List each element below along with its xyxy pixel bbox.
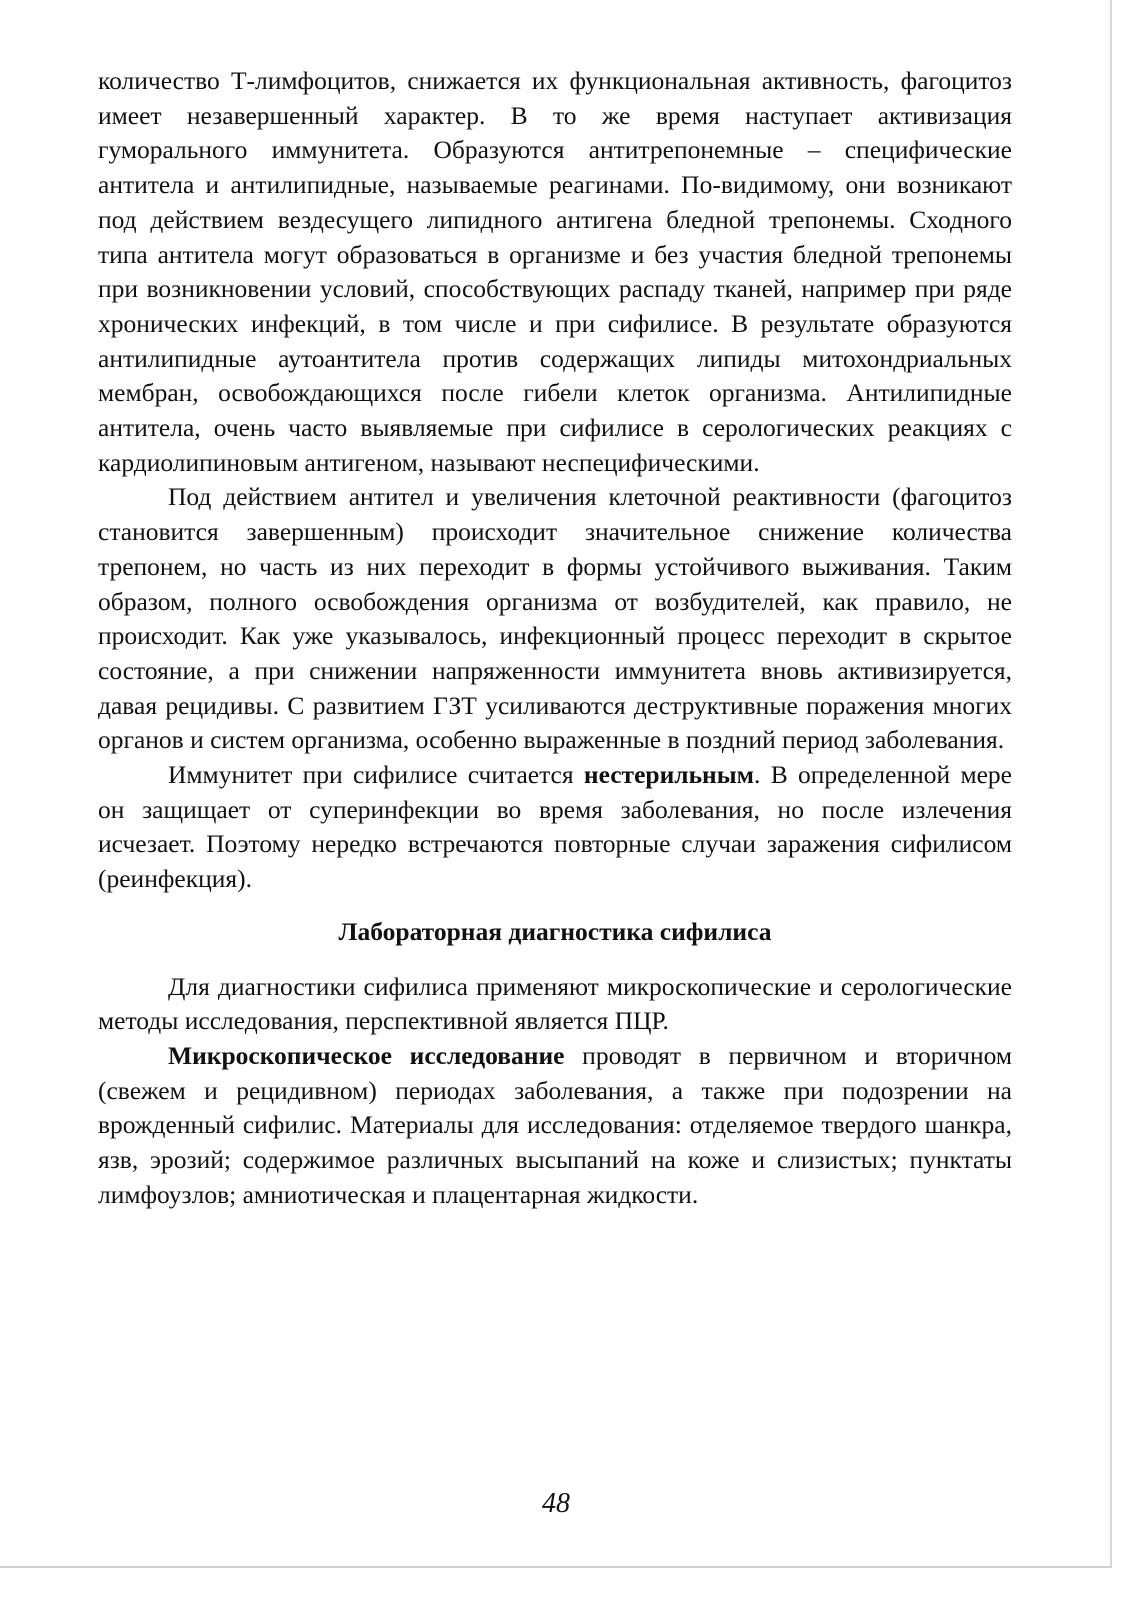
paragraph-3-end: . В определенной мере он защищает от суперинфекции во время заболевания, но после излечения исчезает. Поэтому нередко встречаются повторные случаи заражения сифилисом (реинфекция). — [98, 760, 1012, 894]
paragraph-3 — [98, 758, 1012, 897]
section-heading: Лабораторная диагностика сифилиса — [338, 916, 772, 946]
term-nonsterile: нестерильным — [583, 760, 755, 790]
paragraph-4: Для диагностики сифилиса применяют микроскопические и серологические методы исследования, перспективной является ПЦР. — [98, 971, 1012, 1036]
body-text — [98, 64, 1012, 1213]
page-number: 48 — [542, 1488, 570, 1519]
page-bottom-edge — [0, 1566, 1112, 1568]
paragraph-2: Под действием антител и увеличения клеточной реактивности (фагоцитоз становится завершенным) происходит значительное снижение количества трепонем, но часть из них переходит в формы устойчивого выживания. Таким образом, полного освобождения организма от возбудителей, как правило, не происходит. Как уже указывалось, инфекционный процесс переходит в скрытое состояние, а при снижении напряженности иммунитета вновь активизируется, давая рецидивы. С развитием ГЗТ усиливаются деструктивные поражения многих органов и систем организма, особенно выраженные в поздний период заболевания. — [98, 482, 1012, 755]
page-right-edge — [1110, 0, 1112, 1568]
term-microscopy: Микроскопическое исследование — [168, 1040, 565, 1070]
paragraph-5-end: проводят в первичном и вторичном (свежем и рецидивном) периодах заболевания, а также при подозрении на врожденный сифилис. Материалы для исследования: отделяемое твердого шанкра, язв, эрозий; содержимое различных высыпаний на коже и слизистых; пунктаты лимфоузлов; амниотическая и плацентарная жидкости. — [98, 1040, 1012, 1209]
paragraph-1: количество Т-лимфоцитов, снижается их функциональная активность, фагоцитоз имеет незавершенный характер. В то же время наступает активизация гуморального иммунитета. Образуются антитрепонемные – специфические антитела и антилипидные, называемые реагинами. По-видимому, они возникают под действием вездесущего липидного антигена бледной трепонемы. Сходного типа антитела могут образоваться в организме и без участия бледной трепонемы при возникновении условий, способствующих распаду тканей, например при ряде хронических инфекций, в том числе и при сифилисе. В результате образуются антилипидные аутоантитела против содержащих липиды митохондриальных мембран, освобождающихся после гибели клеток организма. Антилипидные антитела, очень часто выявляемые при сифилисе в серологических реакциях с кардиолипиновым антигеном, называют неспецифическими. — [98, 66, 1012, 477]
paragraph-3-start: Иммунитет при сифилисе считается — [168, 760, 584, 790]
paragraph-5 — [98, 1039, 1012, 1213]
